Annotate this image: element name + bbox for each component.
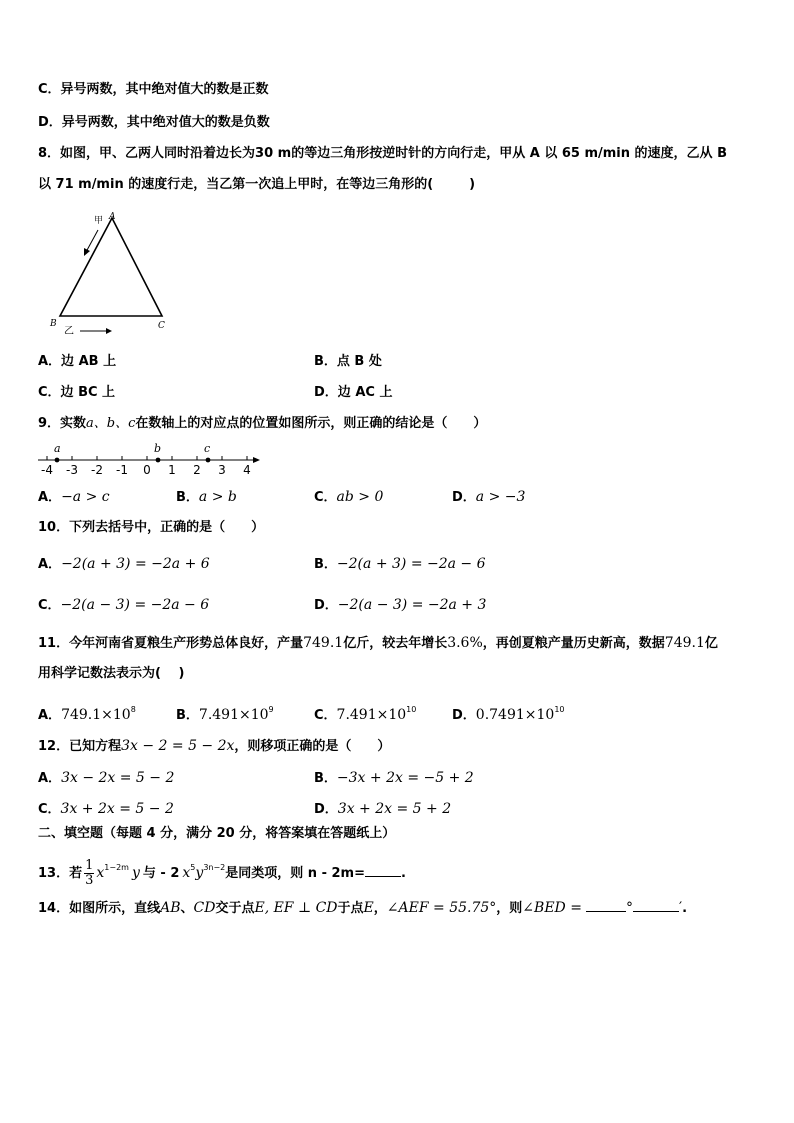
q12-option-b [314, 769, 474, 788]
point-a-dot [55, 458, 60, 463]
q11-text-c: ，再创夏粮产量历史新高，数据 [482, 636, 665, 651]
q11-number-3: 749.1 [664, 635, 705, 651]
q11-option-a-base: 749.1×10 [61, 707, 131, 723]
axis-arrowhead [253, 457, 260, 463]
q12-option-a-expr: 3x − 2x = 5 − 2 [61, 770, 175, 786]
equilateral-triangle [60, 218, 162, 316]
q11-stem-line2: 用科学记数法表示为( ) [38, 666, 185, 681]
q9-stem-post: 在数轴上的对应点的位置如图所示，则正确的结论是（ ） [135, 416, 487, 431]
q14-angle-bed: ∠BED = [522, 900, 582, 916]
point-b-label: b [154, 442, 162, 455]
q9-option-b-expr: a > b [198, 489, 237, 505]
axis-tick-label: 2 [193, 463, 201, 476]
fraction-numerator: 1 [85, 858, 94, 873]
q14-line-ab: AB [160, 900, 181, 916]
q10-option-c [38, 596, 209, 615]
q14-point-e: E [363, 900, 374, 916]
q13-end: . [400, 866, 406, 881]
point-c-dot [206, 458, 211, 463]
q14-degree-symbol: ° [625, 900, 633, 916]
q10-option-c-expr: −2(a − 3) = −2a − 6 [60, 597, 210, 613]
q14-end: . [682, 901, 688, 916]
q14-mid2: 于点 [337, 901, 364, 916]
q14-perpendicular: E, EF ⊥ CD [254, 900, 338, 916]
q11-option-d [452, 701, 565, 725]
q9-option-c-expr: ab > 0 [336, 489, 384, 505]
q14-line-cd: CD [193, 900, 216, 916]
q12-option-c-label: C． [38, 802, 61, 817]
q11-option-d-label: D． [452, 708, 476, 723]
q11-number-2: 3.6% [447, 635, 483, 651]
q13-x1-exponent: 1−2m [104, 863, 129, 872]
q8-option-a: A．边 AB 上 [38, 354, 117, 369]
point-b-dot [156, 458, 161, 463]
q12-option-a [38, 769, 174, 788]
q8-stem-line2 [38, 176, 475, 194]
q13-y2-exponent: 3n−2 [203, 863, 226, 872]
q14-stem [38, 899, 687, 918]
q12-option-b-expr: −3x + 2x = −5 + 2 [336, 770, 474, 786]
axis-tick-label: -4 [41, 463, 53, 476]
q13-x2-exponent: 5 [190, 863, 196, 872]
q9-option-c [314, 488, 383, 507]
q11-option-b [176, 701, 274, 725]
section-heading-fill-in: 二、填空题（每题 4 分，满分 20 分，将答案填在答题纸上） [38, 826, 396, 841]
q11-option-c-exp: 10 [406, 705, 417, 714]
q11-option-a-label: A． [38, 708, 62, 723]
q13-mid: 与 - 2 [142, 866, 180, 881]
axis-ticks [41, 456, 251, 476]
vertex-a-label: A [109, 212, 116, 222]
q13-y1: y [131, 865, 140, 881]
q11-option-d-exp: 10 [554, 705, 565, 714]
q14-angle-aef: ∠AEF = 55.75° [386, 900, 497, 916]
q8-triangle-figure [46, 208, 172, 334]
yi-arrowhead [106, 328, 112, 334]
q14-sep2: ， [373, 901, 387, 916]
q14-mid3: ，则 [496, 901, 523, 916]
axis-tick-label: -3 [66, 463, 78, 476]
q12-option-d [314, 800, 451, 819]
q11-stem-line1 [38, 634, 718, 653]
q9-option-a [38, 488, 110, 507]
q10-stem: 10．下列去括号中，正确的是（ ） [38, 520, 265, 535]
q9-stem-pre: 9．实数 [38, 416, 87, 431]
q13-pre: 13．若 [38, 866, 83, 881]
axis-tick-label: 4 [243, 463, 251, 476]
q9-option-d-label: D． [452, 490, 476, 505]
point-c-label: c [204, 442, 211, 455]
q7-option-d: D．异号两数，其中绝对值大的数是负数 [38, 115, 270, 130]
q12-stem [38, 737, 390, 756]
q12-option-c [38, 800, 174, 819]
q9-option-c-label: C． [314, 490, 337, 505]
q9-stem [38, 415, 486, 433]
point-a-label: a [54, 442, 61, 455]
q8-option-d: D．边 AC 上 [314, 385, 393, 400]
q10-option-d-label: D． [314, 598, 338, 613]
q11-text-d: 亿 [704, 636, 718, 651]
q13-y2: y [195, 865, 204, 881]
q10-option-c-label: C． [38, 598, 61, 613]
q12-option-a-label: A． [38, 771, 62, 786]
q14-pre: 14．如图所示，直线 [38, 901, 161, 916]
q13-x2: x [182, 865, 191, 881]
q11-option-d-base: 0.7491×10 [475, 707, 555, 723]
q11-option-c [314, 701, 416, 725]
axis-tick-label: -2 [91, 463, 103, 476]
q9-option-b-label: B． [176, 490, 199, 505]
q11-option-c-base: 7.491×10 [336, 707, 407, 723]
q9-number-line [34, 440, 264, 476]
q11-option-a [38, 701, 136, 725]
q8-stem-paren: ) [469, 177, 476, 192]
q14-minutes-blank[interactable] [633, 911, 679, 912]
q12-stem-pre: 12．已知方程 [38, 739, 122, 754]
jia-label: 甲 [94, 216, 104, 226]
q7-option-c: C．异号两数，其中绝对值大的数是正数 [38, 82, 269, 97]
q10-option-a [38, 555, 210, 574]
q9-option-a-expr: −a > c [61, 489, 110, 505]
q14-mid1: 交于点 [215, 901, 255, 916]
q11-option-b-base: 7.491×10 [198, 707, 269, 723]
q13-answer-blank[interactable] [365, 876, 401, 877]
q13-post: 是同类项，则 n - 2m= [225, 866, 365, 881]
fraction-denominator: 3 [85, 873, 94, 888]
q9-option-d-expr: a > −3 [475, 489, 526, 505]
q14-degrees-blank[interactable] [586, 911, 626, 912]
q9-option-b [176, 488, 237, 507]
q10-option-b-expr: −2(a + 3) = −2a − 6 [336, 556, 486, 572]
q11-text-b: 亿斤，较去年增长 [343, 636, 448, 651]
vertex-b-label: B [50, 319, 57, 329]
q13-x1: x [96, 865, 105, 881]
q11-option-b-label: B． [176, 708, 199, 723]
q10-option-b-label: B． [314, 557, 337, 572]
axis-tick-label: 0 [143, 463, 151, 476]
q8-stem-text: 以 71 m/min 的速度行走，当乙第一次追上甲时，在等边三角形的( [38, 177, 434, 192]
q8-option-b: B．点 B 处 [314, 354, 382, 369]
q10-option-d-expr: −2(a − 3) = −2a + 3 [337, 597, 487, 613]
yi-label: 乙 [64, 326, 74, 334]
q14-sep1: 、 [180, 901, 194, 916]
q8-option-c: C．边 BC 上 [38, 385, 116, 400]
q11-option-c-label: C． [314, 708, 337, 723]
q11-number-1: 749.1 [303, 635, 344, 651]
q10-option-a-expr: −2(a + 3) = −2a + 6 [61, 556, 210, 572]
q9-stem-vars: a、b、c [86, 416, 136, 431]
q9-option-d [452, 488, 525, 507]
q12-option-d-label: D． [314, 802, 338, 817]
q12-equation: 3x − 2 = 5 − 2x [121, 738, 235, 754]
one-third-fraction [84, 859, 94, 888]
q11-option-b-exp: 9 [268, 705, 274, 714]
q9-option-a-label: A． [38, 490, 62, 505]
axis-tick-label: 3 [218, 463, 226, 476]
q8-stem-line1: 8．如图，甲、乙两人同时沿着边长为30 m的等边三角形按逆时针的方向行走，甲从 A 以 65 m/min 的速度，乙从 B [38, 146, 727, 161]
q10-option-b [314, 555, 486, 574]
axis-tick-label: -1 [116, 463, 128, 476]
q12-option-c-expr: 3x + 2x = 5 − 2 [60, 801, 174, 817]
q10-option-d [314, 596, 486, 615]
q14-minute-symbol: ′ [678, 900, 683, 916]
q13-stem [38, 855, 406, 888]
vertex-c-label: C [158, 321, 165, 331]
q11-option-a-exp: 8 [130, 705, 136, 714]
axis-tick-label: 1 [168, 463, 176, 476]
q12-option-b-label: B． [314, 771, 337, 786]
q10-option-a-label: A． [38, 557, 62, 572]
q12-stem-post: ，则移项正确的是（ ） [234, 739, 391, 754]
q12-option-d-expr: 3x + 2x = 5 + 2 [337, 801, 452, 817]
q11-text-a: 11．今年河南省夏粮生产形势总体良好，产量 [38, 636, 304, 651]
